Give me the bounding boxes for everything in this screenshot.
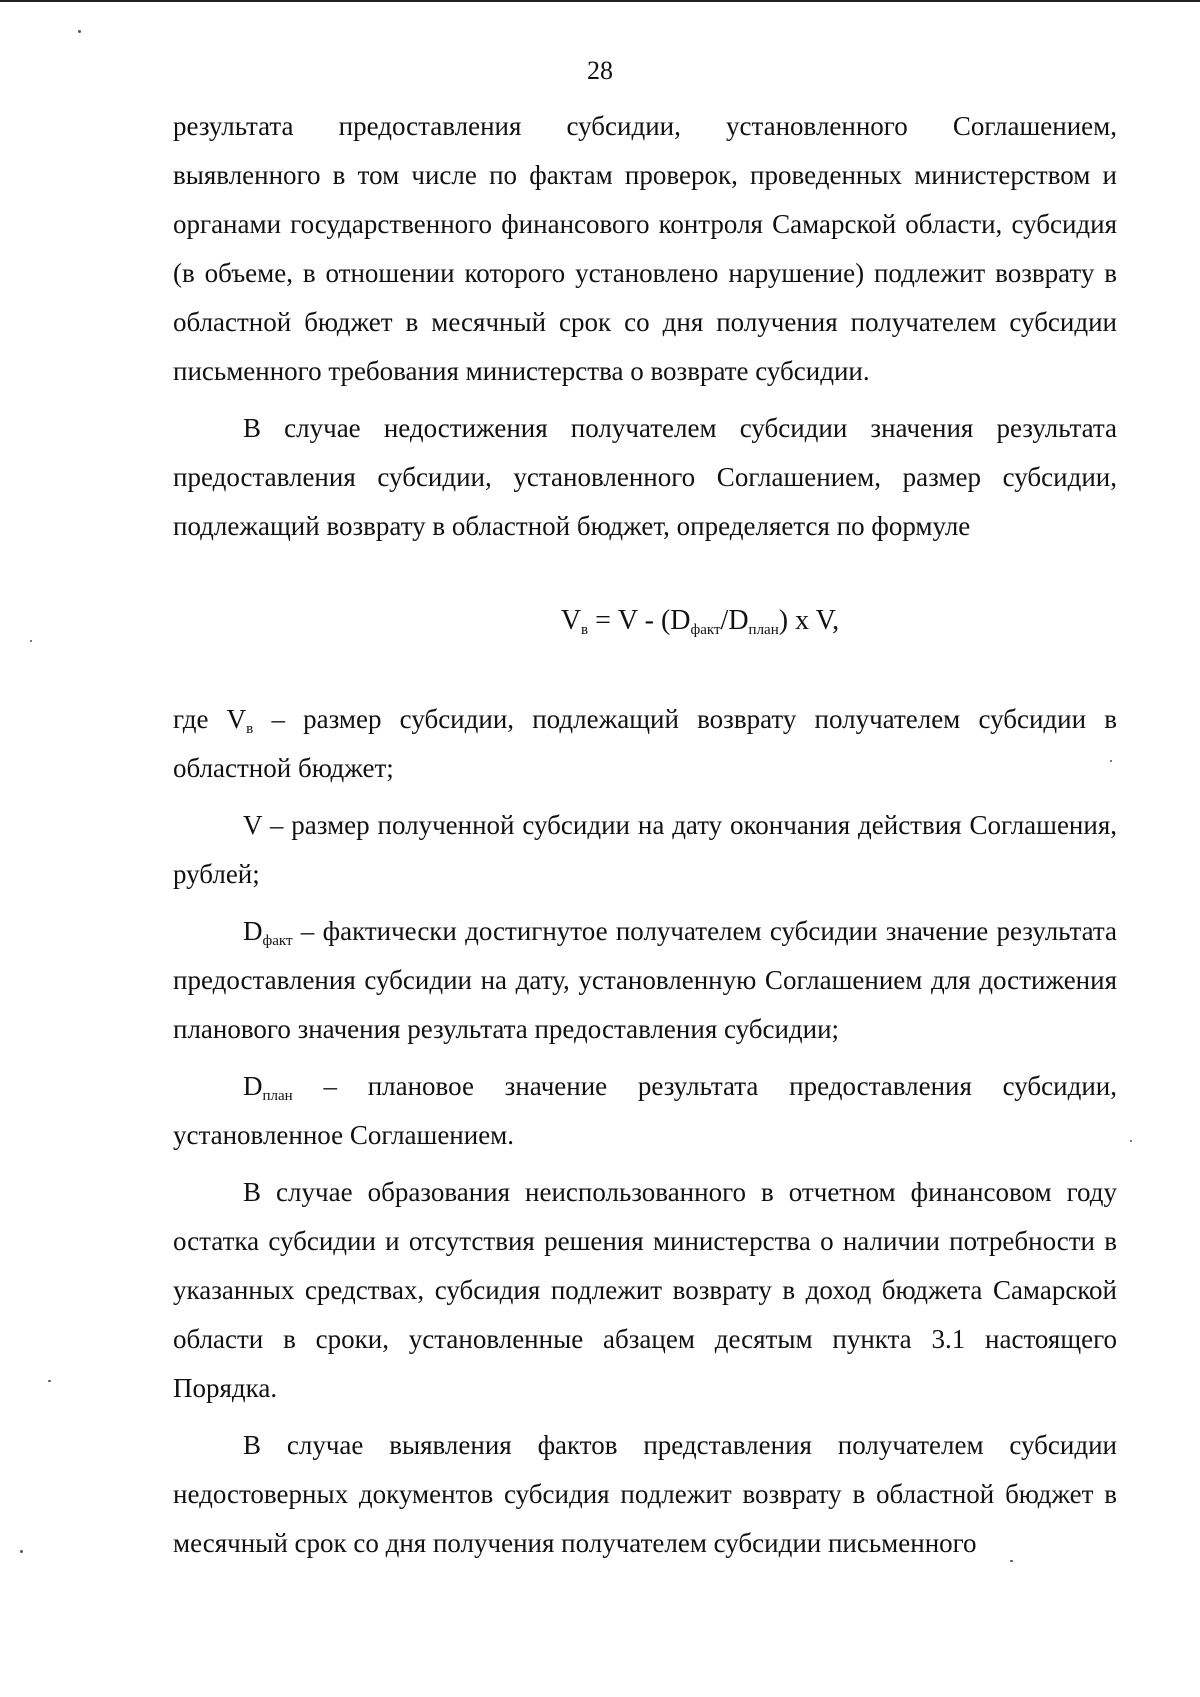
paragraph-2: В случае недостижения получателем субсидии значения результата предоставления субсидии, установленного Соглашением, размер субсидии, подлежащий возврату в областной бюджет, определяется по формуле bbox=[173, 413, 1117, 541]
formula-eq: = V - (D bbox=[588, 605, 691, 636]
scan-speck bbox=[1130, 1140, 1132, 1142]
scan-speck bbox=[30, 640, 32, 642]
formula-lhs: V bbox=[560, 605, 582, 636]
p3-prefix: где V bbox=[173, 704, 247, 734]
p5-rest: – фактически достигнутое получателем субсидии значение результата предоставления субсидии на дату, установленную Соглашением для достижения планового значения результата предоставления субсидии; bbox=[173, 916, 1117, 1044]
paragraph-5 bbox=[173, 907, 1117, 1054]
paragraph-6 bbox=[173, 1062, 1117, 1160]
paragraph-4: V – размер полученной субсидии на дату окончания действия Соглашения, рублей; bbox=[173, 810, 1117, 889]
paragraph-3 bbox=[173, 695, 1117, 793]
p3-rest: – размер субсидии, подлежащий возврату получателем субсидии в областной бюджет; bbox=[173, 704, 1117, 783]
paragraph-7: В случае образования неиспользованного в отчетном финансовом году остатка субсидии и отсутствия решения министерства о наличии потребности в указанных средствах, субсидия подлежит возврату в доход бюджета Самарской области в сроки, установленные абзацем десятым пункта 3.1 настоящего Порядка. bbox=[173, 1177, 1117, 1403]
p5-sub: факт bbox=[262, 933, 293, 949]
formula-sub-fact: факт bbox=[690, 622, 721, 638]
p6-sub: план bbox=[262, 1088, 293, 1104]
formula-sub-plan: план bbox=[748, 622, 779, 638]
p6-rest: – плановое значение результата предоставления субсидии, установленное Соглашением. bbox=[173, 1071, 1117, 1150]
scan-speck bbox=[20, 1550, 23, 1553]
formula-lhs-sub: в bbox=[581, 622, 589, 638]
p3-sub: в bbox=[246, 721, 254, 737]
paragraph-1: результата предоставления субсидии, установленного Соглашением, выявленного в том числе по фактам проверок, проведенных министерством и органами государственного финансового контроля Самарской области, субсидия (в объеме, в отношении которого установлено нарушение) подлежит возврату в областной бюджет в месячный срок со дня получения получателем субсидии письменного требования министерства о возврате субсидии. bbox=[173, 111, 1117, 386]
scan-speck bbox=[1010, 1560, 1013, 1562]
page-number: 28 bbox=[587, 56, 613, 85]
p6-prefix: D bbox=[243, 1071, 263, 1101]
scan-speck bbox=[78, 30, 81, 33]
p5-prefix: D bbox=[243, 916, 263, 946]
formula bbox=[173, 601, 1117, 641]
document-body bbox=[173, 102, 1117, 1568]
scan-speck bbox=[48, 1380, 51, 1382]
formula-tail: ) x V, bbox=[778, 605, 840, 636]
scan-speck bbox=[1110, 760, 1112, 762]
formula-slash: /D bbox=[720, 605, 749, 636]
paragraph-8: В случае выявления фактов представления получателем субсидии недостоверных документов субсидия подлежит возврату в областной бюджет в месячный срок со дня получения получателем субсидии письменного bbox=[173, 1430, 1117, 1558]
top-rule bbox=[0, 0, 1200, 2]
